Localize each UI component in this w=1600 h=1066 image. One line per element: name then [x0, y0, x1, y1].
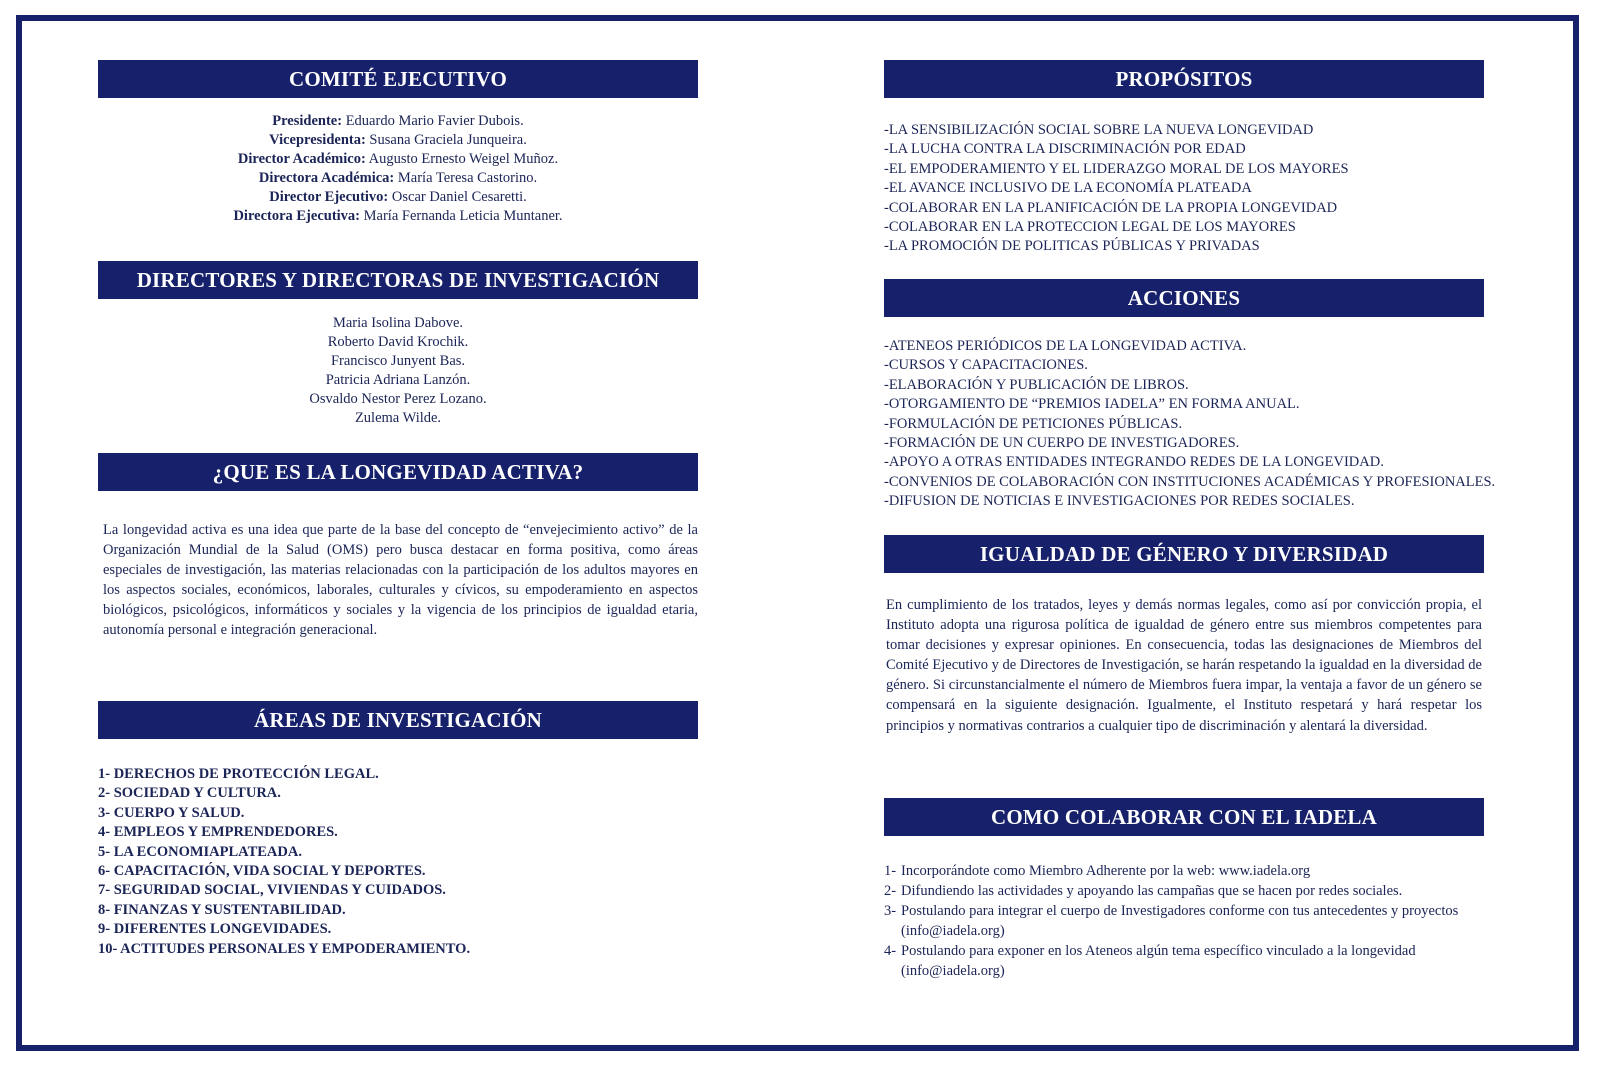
propositos-list	[884, 121, 1349, 257]
directores-list	[98, 314, 698, 428]
areas-list	[98, 765, 470, 959]
member-line: Vicepresidenta: Susana Graciela Junqueira.	[269, 132, 527, 148]
accion-item: -OTORGAMIENTO DE “PREMIOS IADELA” EN FORMA ANUAL.	[884, 396, 1300, 413]
accion-item: -DIFUSION DE NOTICIAS E INVESTIGACIONES POR REDES SOCIALES.	[884, 493, 1355, 510]
accion-item: -CONVENIOS DE COLABORACIÓN CON INSTITUCIONES ACADÉMICAS Y PROFESIONALES.	[884, 473, 1496, 490]
area-item: 9- DIFERENTES LONGEVIDADES.	[98, 921, 332, 938]
list-item: 3- Postulando para integrar el cuerpo de Investigadores conforme con tus antecedentes y proyectos (info@iadela.org)	[884, 903, 1459, 939]
proposito-item: -LA SENSIBILIZACIÓN SOCIAL SOBRE LA NUEVA LONGEVIDAD	[884, 122, 1314, 138]
proposito-item: -EL AVANCE INCLUSIVO DE LA ECONOMÍA PLATEADA	[884, 180, 1252, 197]
member-line: Director Académico: Augusto Ernesto Weigel Muñoz.	[237, 151, 559, 167]
list-item: 4- Postulando para exponer en los Ateneos algún tema específico vinculado a la longevidad (info@iadela.org)	[884, 943, 1416, 979]
area-item: 7- SEGURIDAD SOCIAL, VIVIENDAS Y CUIDADOS.	[98, 882, 446, 899]
area-item: 2- SOCIEDAD Y CULTURA.	[98, 785, 281, 802]
accion-item: -CURSOS Y CAPACITACIONES.	[884, 357, 1088, 374]
area-item: 5- LA ECONOMIAPLATEADA.	[98, 843, 302, 860]
accion-item: -FORMACIÓN DE UN CUERPO DE INVESTIGADORES.	[884, 435, 1240, 452]
director-name: Osvaldo Nestor Perez Lozano.	[309, 391, 487, 407]
director-name: Maria Isolina Dabove.	[332, 315, 464, 331]
proposito-item: -LA PROMOCIÓN DE POLITICAS PÚBLICAS Y PRIVADAS	[884, 238, 1260, 255]
accion-item: -FORMULACIÓN DE PETICIONES PÚBLICAS.	[884, 415, 1183, 432]
igualdad-paragraph: En cumplimiento de los tratados, leyes y demás normas legales, como así por convicción propia, el Instituto adopta una rigurosa política de igualdad de género entre sus miembros competentes para tomar decisiones y expresar opiniones. En consecuencia, todas las designaciones de Miembros del Comité Ejecutivo y de Directores de Investigación, se harán respetando la igualdad en la diversidad de género. Si circunstancialmente el número de Miembros fuera impar, la ventaja a favor de un género se compensará en la siguiente designación. Igualmente, el Instituto respetará y hará respetar los principios y normativas contrarios a cualquier tipo de discriminación y alentará la diversidad.	[886, 597, 1482, 734]
area-item: 4- EMPLEOS Y EMPRENDEDORES.	[98, 824, 338, 841]
director-name: Francisco Junyent Bas.	[330, 353, 466, 369]
longevidad-paragraph: La longevidad activa es una idea que parte de la base del concepto de “envejecimiento activo” de la Organización Mundial de la Salud (OMS) pero busca destacar en forma positiva, como áreas especiales de investigación, las materias relacionadas con la participación de los adultos mayores en los aspectos sociales, económicos, laborales, culturales y cívicos, su empoderamiento en aspectos biológicos, psicológicos, informáticos y sociales y la vigencia de los principios de igualdad etaria, autonomía personal e integración generacional.	[103, 522, 698, 639]
comite-members	[98, 112, 698, 226]
colaborar-heading: COMO COLABORAR CON EL IADELA	[884, 798, 1484, 836]
area-item: 1- DERECHOS DE PROTECCIÓN LEGAL.	[98, 766, 379, 782]
list-item: 1- Incorporándote como Miembro Adherente por la web: www.iadela.org	[884, 863, 1311, 879]
colaborar-list	[884, 861, 1516, 981]
proposito-item: -COLABORAR EN LA PROTECCION LEGAL DE LOS MAYORES	[884, 219, 1296, 236]
acciones-list	[884, 337, 1495, 512]
area-item: 6- CAPACITACIÓN, VIDA SOCIAL Y DEPORTES.	[98, 863, 426, 880]
director-name: Roberto David Krochik.	[327, 334, 469, 350]
area-item: 8- FINANZAS Y SUSTENTABILIDAD.	[98, 901, 346, 918]
accion-item: -ELABORACIÓN Y PUBLICACIÓN DE LIBROS.	[884, 376, 1189, 393]
director-name: Zulema Wilde.	[354, 410, 442, 426]
area-item: 3- CUERPO Y SALUD.	[98, 804, 245, 821]
acciones-heading: ACCIONES	[884, 279, 1484, 317]
member-line: Directora Ejecutiva: María Fernanda Leticia Muntaner.	[233, 208, 563, 224]
propositos-heading: PROPÓSITOS	[884, 60, 1484, 98]
accion-item: -APOYO A OTRAS ENTIDADES INTEGRANDO REDES DE LA LONGEVIDAD.	[884, 454, 1384, 471]
member-line: Director Ejecutivo: Oscar Daniel Cesaretti.	[269, 189, 527, 205]
list-item: 2- Difundiendo las actividades y apoyando las campañas que se hacen por redes sociales.	[884, 883, 1403, 899]
director-name: Patricia Adriana Lanzón.	[325, 372, 471, 388]
igualdad-heading: IGUALDAD DE GÉNERO Y DIVERSIDAD	[884, 535, 1484, 573]
member-line: Directora Académica: María Teresa Castorino.	[258, 170, 538, 186]
area-item: 10- ACTITUDES PERSONALES Y EMPODERAMIENTO.	[98, 940, 471, 957]
areas-heading: ÁREAS DE INVESTIGACIÓN	[98, 701, 698, 739]
longevidad-heading: ¿QUE ES LA LONGEVIDAD ACTIVA?	[98, 453, 698, 491]
proposito-item: -EL EMPODERAMIENTO Y EL LIDERAZGO MORAL DE LOS MAYORES	[884, 160, 1349, 177]
accion-item: -ATENEOS PERIÓDICOS DE LA LONGEVIDAD ACTIVA.	[884, 338, 1247, 354]
member-line: Presidente: Eduardo Mario Favier Dubois.	[272, 113, 524, 129]
directores-heading: DIRECTORES Y DIRECTORAS DE INVESTIGACIÓN	[98, 261, 698, 299]
comite-heading: COMITÉ EJECUTIVO	[98, 60, 698, 98]
proposito-item: -LA LUCHA CONTRA LA DISCRIMINACIÓN POR EDAD	[884, 141, 1246, 158]
proposito-item: -COLABORAR EN LA PLANIFICACIÓN DE LA PROPIA LONGEVIDAD	[884, 199, 1338, 216]
